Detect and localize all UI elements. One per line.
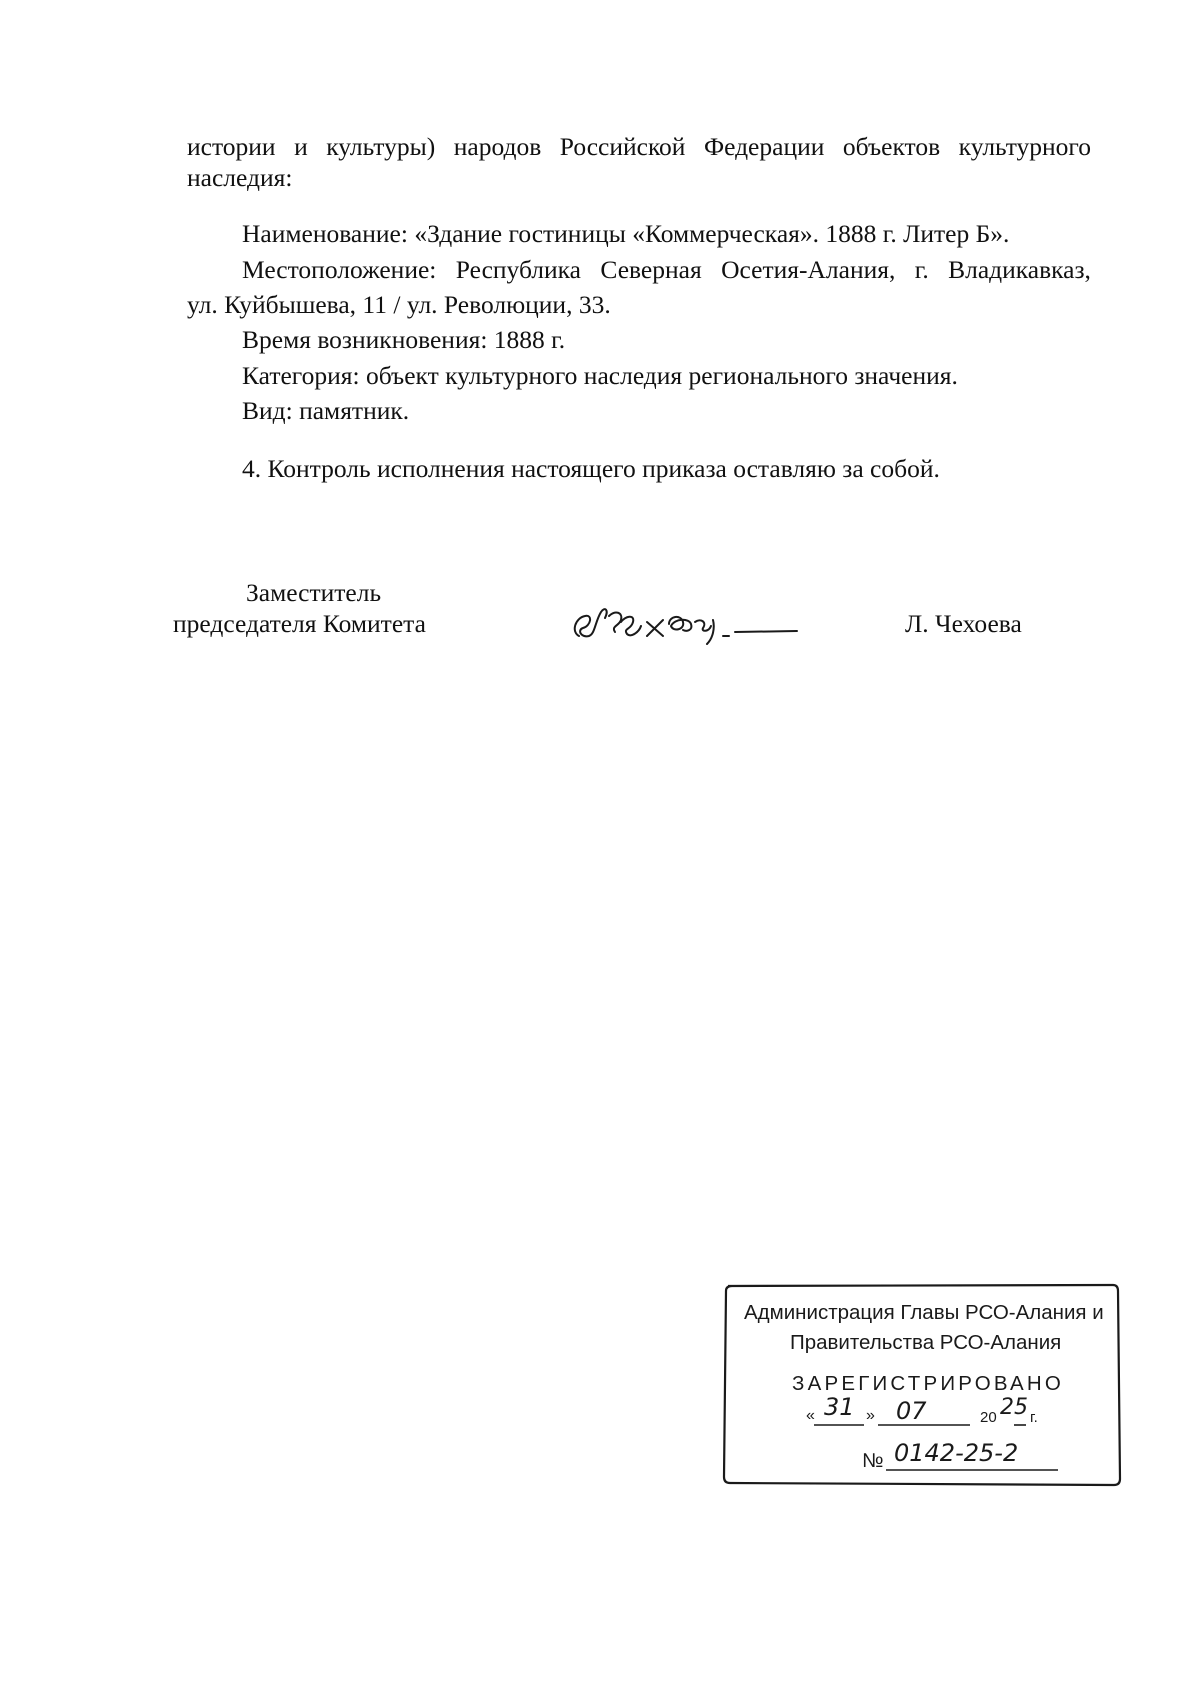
- item-4: 4. Контроль исполнения настоящего приказа оставляю за собой.: [242, 454, 940, 483]
- object-time: Время возникновения: 1888 г.: [242, 325, 566, 354]
- signatory-title-line-2: председателя Комитета: [173, 609, 426, 638]
- stamp-org-line-1: Администрация Главы РСО-Алания и: [744, 1301, 1104, 1324]
- registration-stamp: [718, 1279, 1122, 1491]
- stamp-year-suffix: 25: [1000, 1395, 1028, 1420]
- object-category: Категория: объект культурного наследия регионального значения.: [242, 361, 958, 390]
- object-location-line-1: [242, 254, 1091, 285]
- location-word: г.: [914, 255, 929, 284]
- stamp-quote-close: »: [866, 1407, 875, 1424]
- location-word: Владикавказ,: [948, 255, 1091, 284]
- intro-line-1: истории и культуры) народов Российской Федерации объектов культурного: [187, 132, 1091, 161]
- location-word: Северная: [600, 255, 702, 284]
- object-location-line-2: ул. Куйбышева, 11 / ул. Революции, 33.: [187, 290, 611, 319]
- object-type: Вид: памятник.: [242, 396, 410, 425]
- intro-paragraph: [187, 131, 1091, 193]
- intro-line-2: наследия:: [187, 163, 293, 192]
- stamp-quote-open: «: [806, 1407, 815, 1424]
- stamp-year-letter: г.: [1030, 1409, 1038, 1426]
- signatory-name: Л. Чехоева: [905, 609, 1022, 638]
- stamp-year-prefix: 20: [980, 1409, 997, 1426]
- stamp-month: 07: [896, 1397, 927, 1425]
- location-word: Республика: [455, 255, 581, 284]
- stamp-number-label: №: [862, 1450, 884, 1472]
- object-name: Наименование: «Здание гостиницы «Коммерческая». 1888 г. Литер Б».: [242, 219, 1010, 248]
- handwritten-signature: [565, 592, 805, 648]
- location-word: Осетия-Алания,: [721, 255, 896, 284]
- stamp-org-line-2: Правительства РСО-Алания: [790, 1331, 1062, 1354]
- stamp-day: 31: [824, 1393, 855, 1421]
- stamp-number-value: 0142-25-2: [894, 1439, 1019, 1467]
- stamp-registered: ЗАРЕГИСТРИРОВАНО: [792, 1372, 1065, 1395]
- location-word: Местоположение:: [242, 255, 437, 284]
- signatory-title-line-1: Заместитель: [246, 578, 382, 607]
